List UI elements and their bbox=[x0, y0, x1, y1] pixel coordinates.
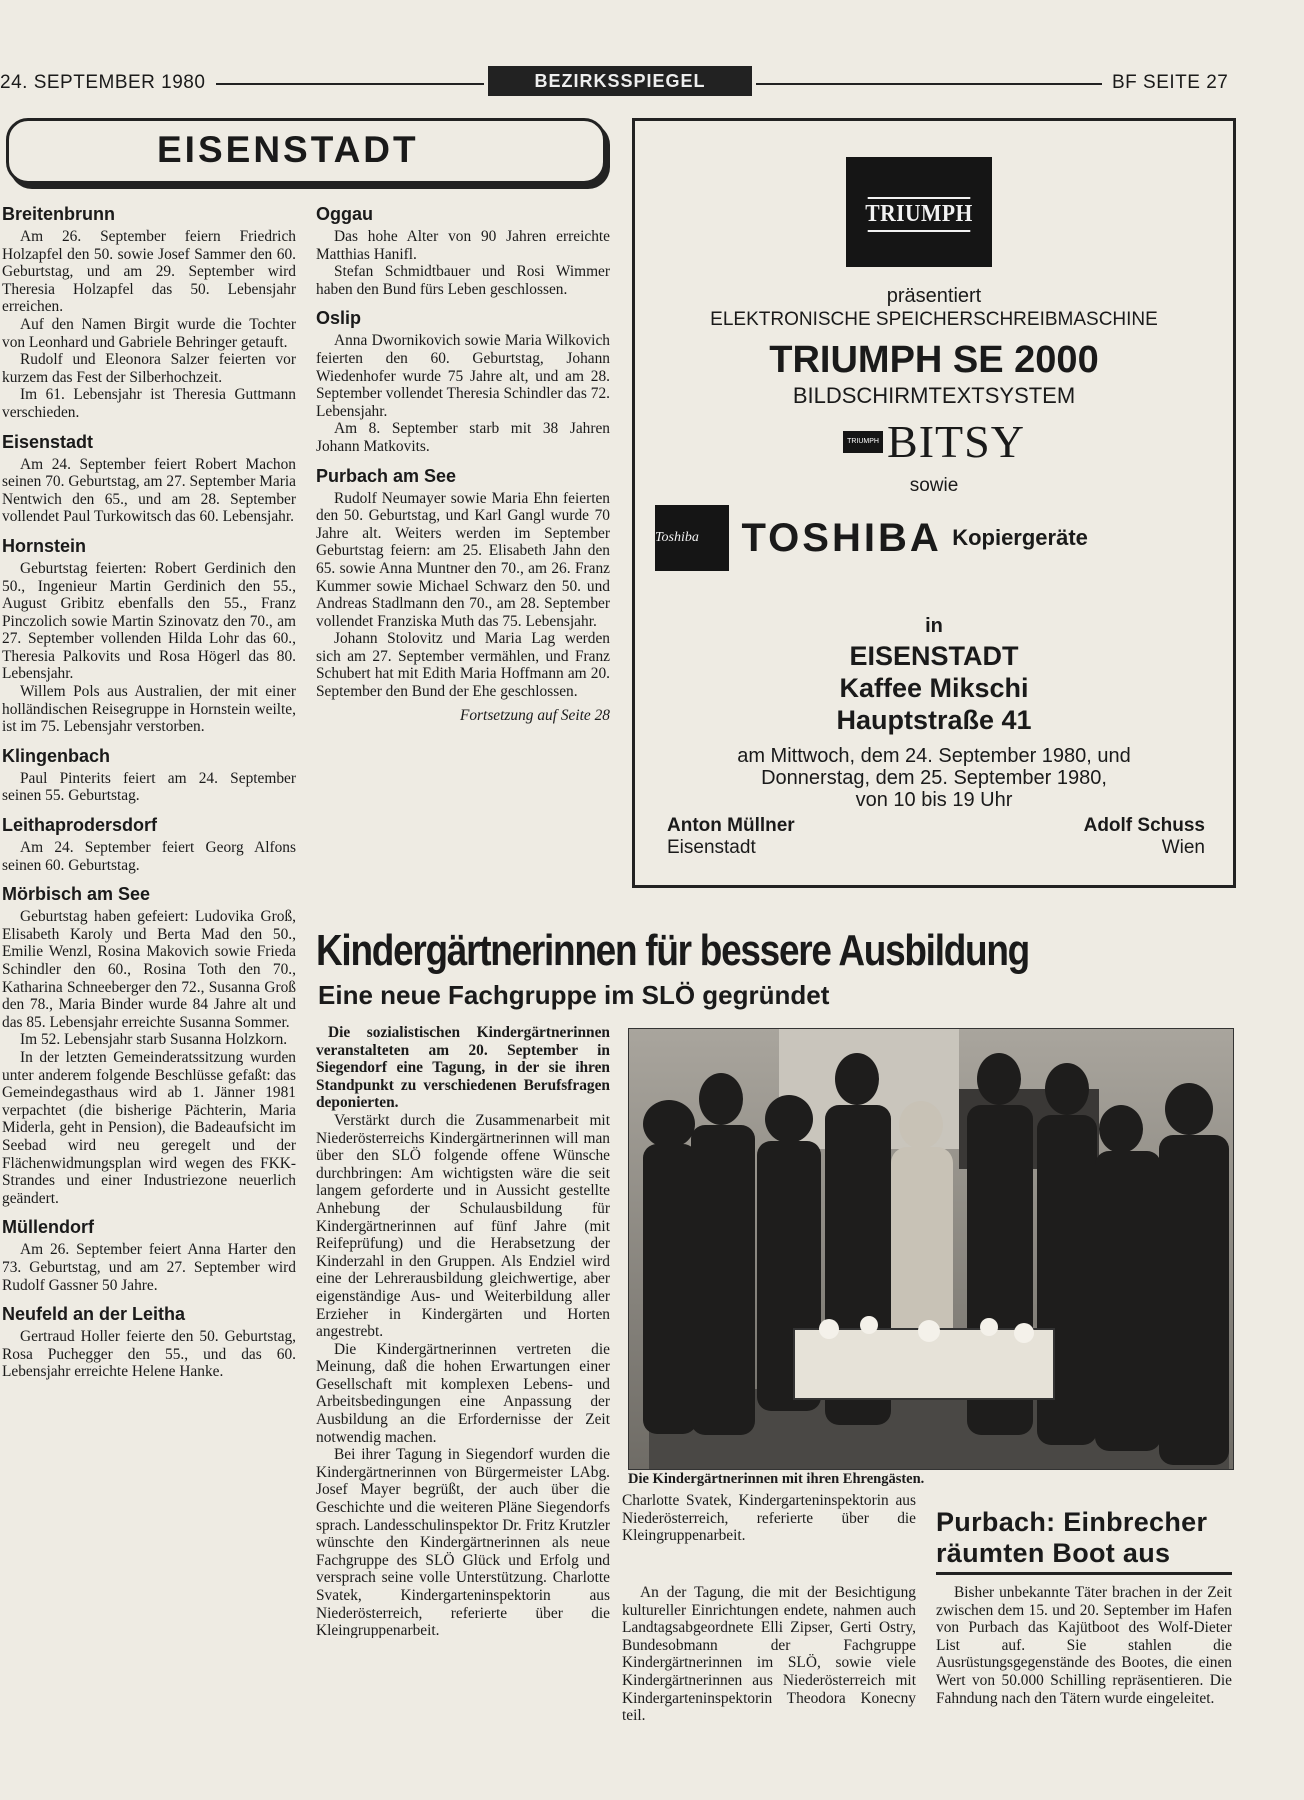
column-local-news-1 bbox=[2, 204, 296, 1381]
town-heading: Müllendorf bbox=[2, 1217, 94, 1238]
ad-hours: von 10 bis 19 Uhr bbox=[855, 789, 1013, 811]
ad-date-1: am Mittwoch, dem 24. September 1980, und bbox=[737, 745, 1131, 767]
news-item: Gertraud Holler feierte den 50. Geburtstag, Rosa Puchegger den 55., und das 60. Lebensjahr erreichte Helene Hanke. bbox=[2, 1328, 296, 1381]
ad-system: BILDSCHIRMTEXTSYSTEM bbox=[792, 383, 1076, 408]
article-paragraph: Die Kindergärtnerinnen vertreten die Meinung, daß die hohen Erwartungen einer Gesellschaft mit komplexen Lebens- und Arbeitsbedingungen eine Anpassung der Ausbildung an die Erfordernisse der Zeit notwendig machen. bbox=[316, 1340, 610, 1446]
side-article-headline: Purbach: Einbrecher räumten Boot aus bbox=[936, 1507, 1208, 1568]
news-item: In der letzten Gemeinderatssitzung wurden unter anderem folgende Beschlüsse gefaßt: das Gemeindegasthaus wird ab 1. Jänner 1981 verpachtet (die bisherige Pächterin, Maria Miderla, geht in Pension), die Badeaufsicht im Seebad wird neu geregelt und der Flächenwidmungsplan wird wegen des FKK-Strandes und einer Industriezone neuerlich geändert. bbox=[2, 1048, 296, 1207]
town-heading: Purbach am See bbox=[316, 465, 457, 486]
dealer-1-city: Eisenstadt bbox=[667, 837, 756, 858]
news-item: Am 8. September starb mit 38 Jahren Johann Matkovits. bbox=[316, 420, 610, 455]
header-rule-left bbox=[216, 83, 484, 85]
dealer-1-name: Anton Müllner bbox=[667, 815, 795, 836]
news-item: Geburtstag feierten: Robert Gerdinich den 50., Ingenieur Martin Gerdinich den 55., August Gribitz ebenfalls den 55., Franz Pinczolich sowie Martin Szinovatz den 70., am 27. September vollenden Hilda Lohr das 60., Theresia Palkovits und Rosa Högerl das 80. Lebensjahr. bbox=[2, 559, 296, 683]
dealer-2-city: Wien bbox=[1161, 837, 1205, 858]
article-lead: Die sozialistischen Kindergärtnerinnen veranstalteten am 20. September in Siegendorf eine Tagung, in der sie ihren Standpunkt zu verschiedenen Berufsfragen deponierten. bbox=[316, 1024, 610, 1112]
ad-venue: Kaffee Mikschi bbox=[839, 673, 1029, 703]
ad-presents: präsentiert bbox=[886, 285, 982, 307]
ad-in: in bbox=[925, 615, 943, 637]
region-title-box bbox=[6, 118, 606, 184]
toshiba-logo: Toshiba bbox=[655, 505, 729, 571]
side-article-rule bbox=[936, 1572, 1232, 1575]
article-paragraph: Verstärkt durch die Zusammenarbeit mit Niederösterreichs Kindergärtnerinnen will man über den SLÖ folgende offene Wünsche durchbringen: Am wichtigsten wäre die seit langem geforderte und in Aussicht gestellte Anhebung der Schulausbildung für Kindergärtnerinnen auf fünf Jahre (mit Reifeprüfung) und die Herabsetzung der Kinderzahl in den Gruppen. Als Endziel wird eine der Lehrerausbildung gleichwertige, aber eigenständige Aus- und Weiterbildung aller Erzieher in Kindergärten und Horten angestrebt. bbox=[316, 1111, 610, 1341]
town-heading: Breitenbrunn bbox=[2, 204, 116, 224]
ad-street: Hauptstraße 41 bbox=[836, 705, 1032, 735]
advertisement-triumph bbox=[632, 118, 1236, 888]
news-item: Anna Dwornikovich sowie Maria Wilkovich feierten den 60. Geburtstag, Johann Wiedenhofer wurde 75 Jahre alt, und am 28. September vollendet Theresia Schindler das 72. Lebensjahr. bbox=[316, 332, 610, 420]
news-item: Rudolf und Eleonora Salzer feierten vor kurzem das Fest der Silberhochzeit. bbox=[2, 351, 296, 386]
news-item: Das hohe Alter von 90 Jahren erreichte Matthias Hanifl. bbox=[316, 228, 610, 263]
ad-city: EISENSTADT bbox=[849, 641, 1019, 671]
news-item: Am 26. September feiern Friedrich Holzapfel den 50. sowie Josef Sammer den 60. Geburtstag, und am 29. September wird Theresia Holzapfel das 50. Lebensjahr erreichen. bbox=[2, 228, 296, 316]
ad-bitsy-row bbox=[635, 415, 1233, 468]
side-article-body-column bbox=[936, 1584, 1232, 1707]
news-item: Im 52. Lebensjahr starb Susanna Holzkorn. bbox=[20, 1031, 288, 1049]
town-heading: Oslip bbox=[316, 308, 362, 329]
ad-toshiba-row bbox=[635, 505, 1233, 571]
article-subhead: Eine neue Fachgruppe im SLÖ gegründet bbox=[318, 980, 830, 1010]
article-paragraph-cont: Charlotte Svatek, Kindergarteninspektorin aus Niederösterreich, referierte über die Kleingruppenarbeit. bbox=[622, 1492, 916, 1545]
news-item: Am 26. September feiert Anna Harter den 73. Geburtstag, und am 27. September wird Rudolf Gassner 50 Jahre. bbox=[2, 1241, 296, 1294]
ad-product-line: ELEKTRONISCHE SPEICHERSCHREIBMASCHINE bbox=[710, 309, 1158, 330]
news-item: Auf den Namen Birgit wurde die Tochter von Leonhard und Gabriele Behringer getauft. bbox=[2, 315, 296, 351]
article-paragraph: Bei ihrer Tagung in Siegendorf wurden die Kindergärtnerinnen von Bürgermeister LAbg. Josef Mayer begrüßt, der auch über die Geschichte und die weiteren Pläne Siegendorfs sprach. Landesschulinspektor Dr. Fritz Krutzler wünschte den Kindergärtnerinnen als neue Fachgruppe des SLÖ Glück und Erfolg und versprach seine volle Unterstützung. Charlotte Svatek, Kindergarteninspektorin aus Niederösterreich, referierte über die Kleingruppenarbeit. bbox=[316, 1446, 610, 1639]
town-heading: Mörbisch am See bbox=[2, 884, 151, 905]
issue-date: 24. SEPTEMBER 1980 bbox=[0, 72, 206, 93]
town-heading: Neufeld an der Leitha bbox=[2, 1304, 186, 1325]
ad-toshiba: TOSHIBA bbox=[741, 515, 942, 560]
town-heading: Hornstein bbox=[2, 535, 87, 556]
news-item: Willem Pols aus Australien, der mit einer holländischen Reisegruppe in Hornstein weilte, ist im 75. Lebensjahr verstorben. bbox=[2, 683, 296, 736]
dealer-2-name: Adolf Schuss bbox=[1083, 815, 1205, 836]
ad-dealer-1 bbox=[667, 815, 795, 859]
continued-note: Fortsetzung auf Seite 28 bbox=[459, 706, 610, 724]
news-item: Stefan Schmidtbauer und Rosi Wimmer haben den Bund fürs Leben geschlossen. bbox=[316, 263, 610, 298]
ad-dealer-2 bbox=[1084, 815, 1205, 859]
triumph-logo: TRIUMPH bbox=[846, 157, 992, 267]
ad-product: TRIUMPH SE 2000 bbox=[769, 339, 1099, 381]
ad-bitsy: BITSY bbox=[887, 416, 1025, 467]
header-rule-right bbox=[756, 83, 1102, 85]
town-heading: Klingenbach bbox=[2, 745, 111, 766]
ad-copiers: Kopiergeräte bbox=[952, 525, 1088, 550]
column-local-news-2 bbox=[316, 204, 610, 724]
news-item: Geburtstag haben gefeiert: Ludovika Groß, Elisabeth Karoly und Berta Mad den 50., Emilie Wenzl, Rosina Makovich sowie Frieda Schindler den 60., Rosina Toth den 70., Katharina Schneeberger den 72., Susanna Groß den 78., Maria Binder wurde 84 Jahre alt und das 85. Lebensjahr erreichte Susanna Sommer. bbox=[2, 908, 296, 1031]
ad-and: sowie bbox=[909, 475, 959, 496]
page-number: BF SEITE 27 bbox=[1112, 72, 1229, 93]
section-banner bbox=[488, 66, 752, 96]
news-item: Paul Pinterits feiert am 24. September seinen 55. Geburtstag. bbox=[2, 769, 296, 805]
news-item: Am 24. September feiert Robert Machon seinen 70. Geburtstag, am 27. September Maria Nentwich den 65., und am 28. September vollendet Paul Turkowitsch das 60. Lebensjahr. bbox=[2, 455, 296, 526]
side-article-body: Bisher unbekannte Täter brachen in der Zeit zwischen dem 15. und 20. September im Hafen von Purbach das Kajütboot des Wolf-Dieter List auf. Sie stahlen die Ausrüstungsgegenstände des Bootes, die einen Wert von 50.000 Schilling repräsentieren. Die Fahndung nach den Tätern wurde eingeleitet. bbox=[936, 1584, 1232, 1707]
news-item: Im 61. Lebensjahr ist Theresia Guttmann verschieden. bbox=[2, 386, 296, 421]
news-item: Johann Stolovitz und Maria Lag werden sich am 27. September vermählen, und Franz Schubert hat mit Edith Maria Hoffmann am 20. September den Bund der Ehe geschlossen. bbox=[316, 630, 610, 701]
section-label: BEZIRKSSPIEGEL bbox=[534, 71, 706, 91]
photo-caption: Die Kindergärtnerinnen mit ihren Ehrengästen. bbox=[628, 1471, 925, 1487]
town-heading: Oggau bbox=[316, 204, 373, 224]
article-paragraph: An der Tagung, die mit der Besichtigung kultureller Einrichtungen endete, nahmen auch Landtagsabgeordnete Elli Zipser, Gerti Ostry, Bundesobmann der Fachgruppe Kindergärtnerinnen im SLÖ, sowie viele Kindergärtnerinnen aus Niederösterreich mit Kindergarteninspektorin Theodora Konecny teil. bbox=[622, 1584, 916, 1725]
photo-illustration bbox=[629, 1029, 1233, 1469]
news-item: Rudolf Neumayer sowie Maria Ehn feierten den 50. Geburtstag, und Karl Gangl wurde 70 Jahre alt. Weiters werden im September Geburtstag feiern: am 25. Elisabeth Jahn den 65. sowie Anna Muntner den 70., am 26. Franz Kummer sowie Michael Schwarz den 50. und Andreas Stadlmann den 70., am 28. September vollendet Franziska Muth das 75. Lebensjahr. bbox=[316, 489, 610, 630]
article-column-2 bbox=[622, 1492, 916, 1725]
town-heading: Leithaprodersdorf bbox=[2, 815, 158, 836]
group-photo bbox=[628, 1028, 1234, 1470]
ad-date-2: Donnerstag, dem 25. September 1980, bbox=[761, 767, 1107, 789]
article-column-1 bbox=[316, 1024, 610, 1638]
region-title: EISENSTADT bbox=[157, 129, 419, 170]
article-headline: Kindergärtnerinnen für bessere Ausbildung bbox=[316, 926, 1029, 975]
news-item: Am 24. September feiert Georg Alfons seinen 60. Geburtstag. bbox=[2, 839, 296, 874]
triumph-mini-logo: TRIUMPH bbox=[843, 431, 883, 453]
town-heading: Eisenstadt bbox=[2, 431, 94, 452]
